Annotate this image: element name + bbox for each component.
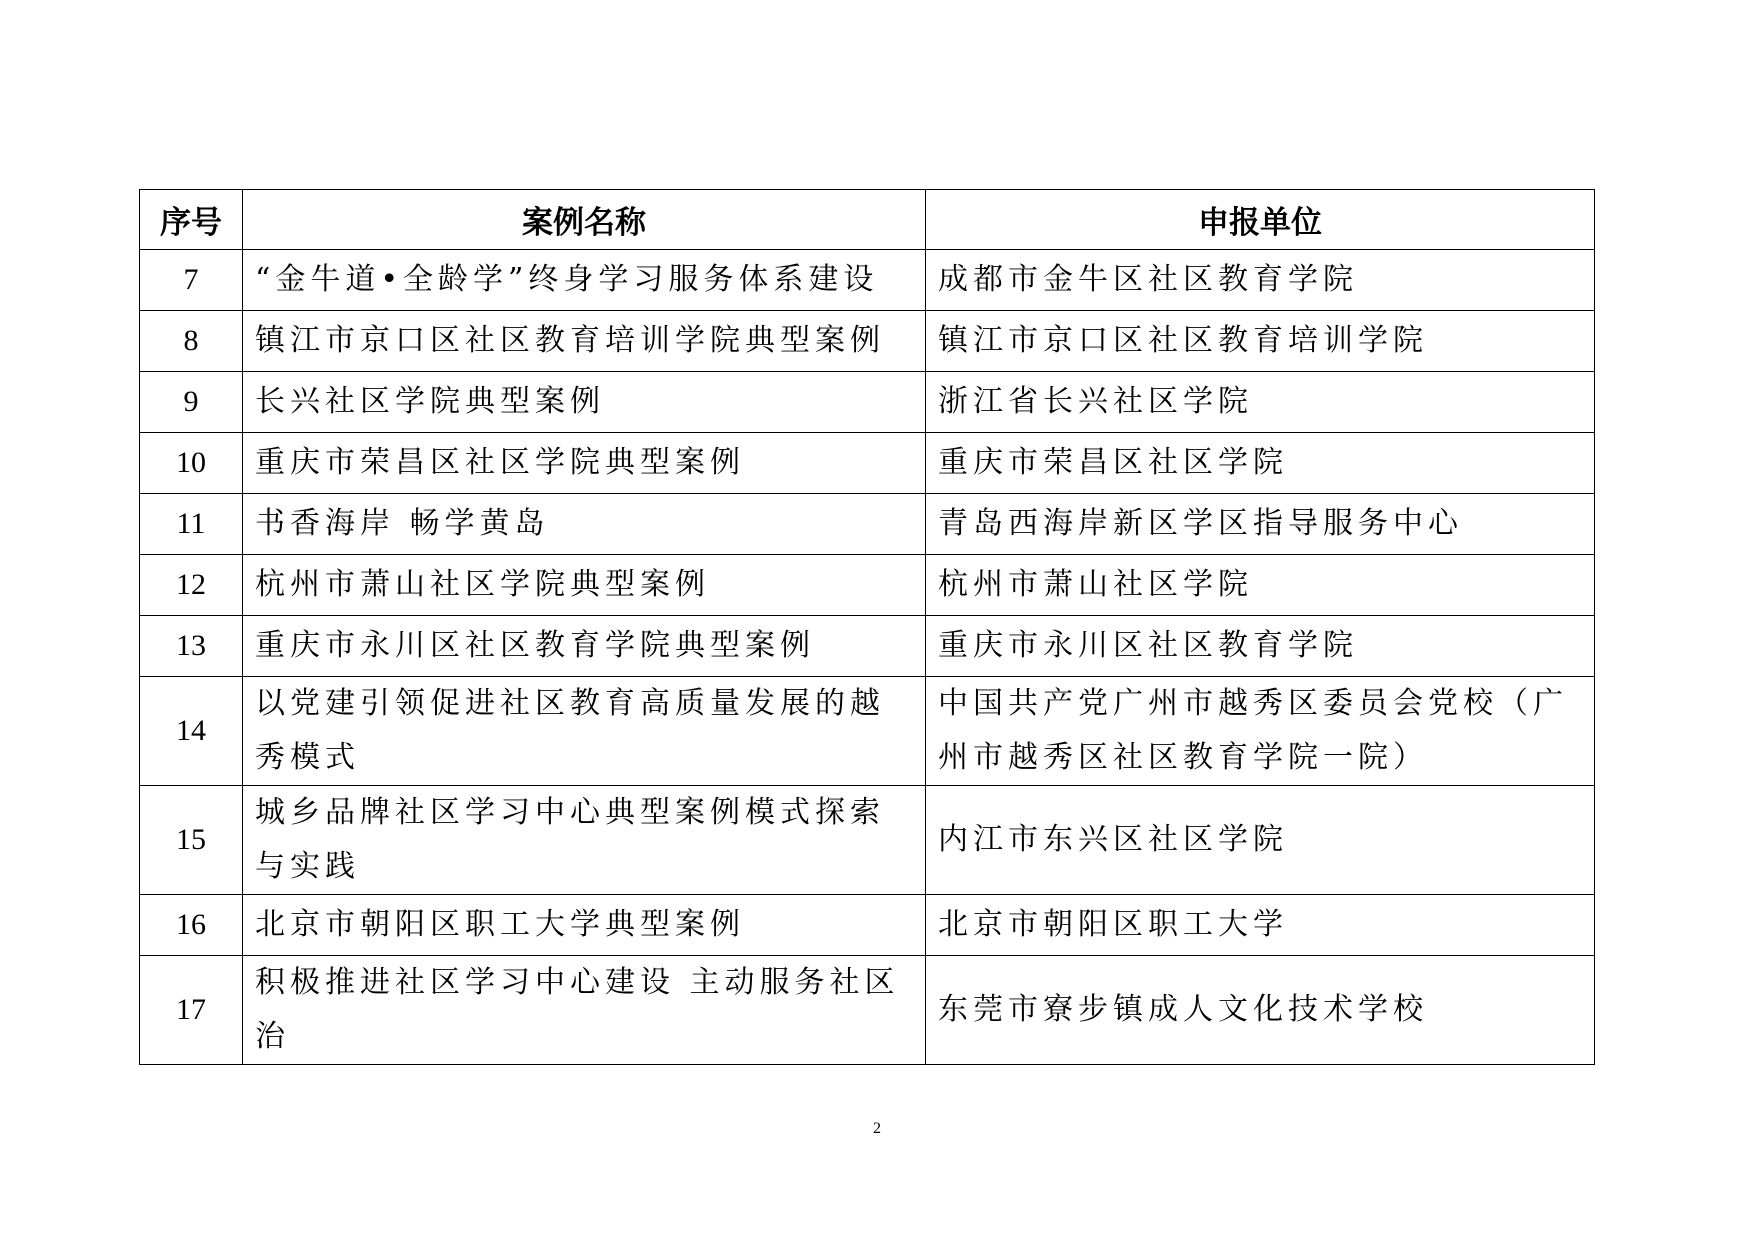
- row-index: 12: [140, 555, 243, 616]
- row-unit: 杭州市萧山社区学院: [926, 555, 1595, 616]
- table-row: [140, 555, 1595, 616]
- row-unit: 内江市东兴区社区学院: [926, 786, 1595, 895]
- table-row: [140, 250, 1595, 311]
- row-index: 10: [140, 433, 243, 494]
- row-unit: 中国共产党广州市越秀区委员会党校（广州市越秀区社区教育学院一院）: [926, 677, 1595, 786]
- table-row: [140, 494, 1595, 555]
- row-unit: 浙江省长兴社区学院: [926, 372, 1595, 433]
- case-table: [139, 189, 1595, 1065]
- table-row: [140, 616, 1595, 677]
- row-case-name: 城乡品牌社区学习中心典型案例模式探索与实践: [243, 786, 926, 895]
- row-index: 17: [140, 956, 243, 1065]
- row-case-name: 重庆市永川区社区教育学院典型案例: [243, 616, 926, 677]
- table-row: [140, 372, 1595, 433]
- row-unit: 成都市金牛区社区教育学院: [926, 250, 1595, 311]
- table-row: [140, 311, 1595, 372]
- row-unit: 重庆市永川区社区教育学院: [926, 616, 1595, 677]
- header-index: 序号: [140, 190, 243, 250]
- row-case-name: 镇江市京口区社区教育培训学院典型案例: [243, 311, 926, 372]
- row-index: 8: [140, 311, 243, 372]
- row-unit: 东莞市寮步镇成人文化技术学校: [926, 956, 1595, 1065]
- table-row: [140, 895, 1595, 956]
- table-header-row: [140, 190, 1595, 250]
- row-index: 16: [140, 895, 243, 956]
- row-index: 13: [140, 616, 243, 677]
- table-row: [140, 433, 1595, 494]
- row-unit: 青岛西海岸新区学区指导服务中心: [926, 494, 1595, 555]
- row-index: 11: [140, 494, 243, 555]
- table-row: [140, 956, 1595, 1065]
- header-unit: 申报单位: [926, 190, 1595, 250]
- row-case-name: 长兴社区学院典型案例: [243, 372, 926, 433]
- row-case-name: 积极推进社区学习中心建设 主动服务社区治: [243, 956, 926, 1065]
- row-case-name: 书香海岸 畅学黄岛: [243, 494, 926, 555]
- row-unit: 北京市朝阳区职工大学: [926, 895, 1595, 956]
- row-case-name: “金牛道•全龄学”终身学习服务体系建设: [243, 250, 926, 311]
- row-case-name: 以党建引领促进社区教育高质量发展的越秀模式: [243, 677, 926, 786]
- row-index: 7: [140, 250, 243, 311]
- row-unit: 镇江市京口区社区教育培训学院: [926, 311, 1595, 372]
- row-index: 15: [140, 786, 243, 895]
- row-case-name: 重庆市荣昌区社区学院典型案例: [243, 433, 926, 494]
- row-index: 14: [140, 677, 243, 786]
- page-number: 2: [873, 1120, 881, 1137]
- row-case-name: 北京市朝阳区职工大学典型案例: [243, 895, 926, 956]
- header-case-name: 案例名称: [243, 190, 926, 250]
- table-row: [140, 786, 1595, 895]
- table-row: [140, 677, 1595, 786]
- row-unit: 重庆市荣昌区社区学院: [926, 433, 1595, 494]
- row-case-name: 杭州市萧山社区学院典型案例: [243, 555, 926, 616]
- row-index: 9: [140, 372, 243, 433]
